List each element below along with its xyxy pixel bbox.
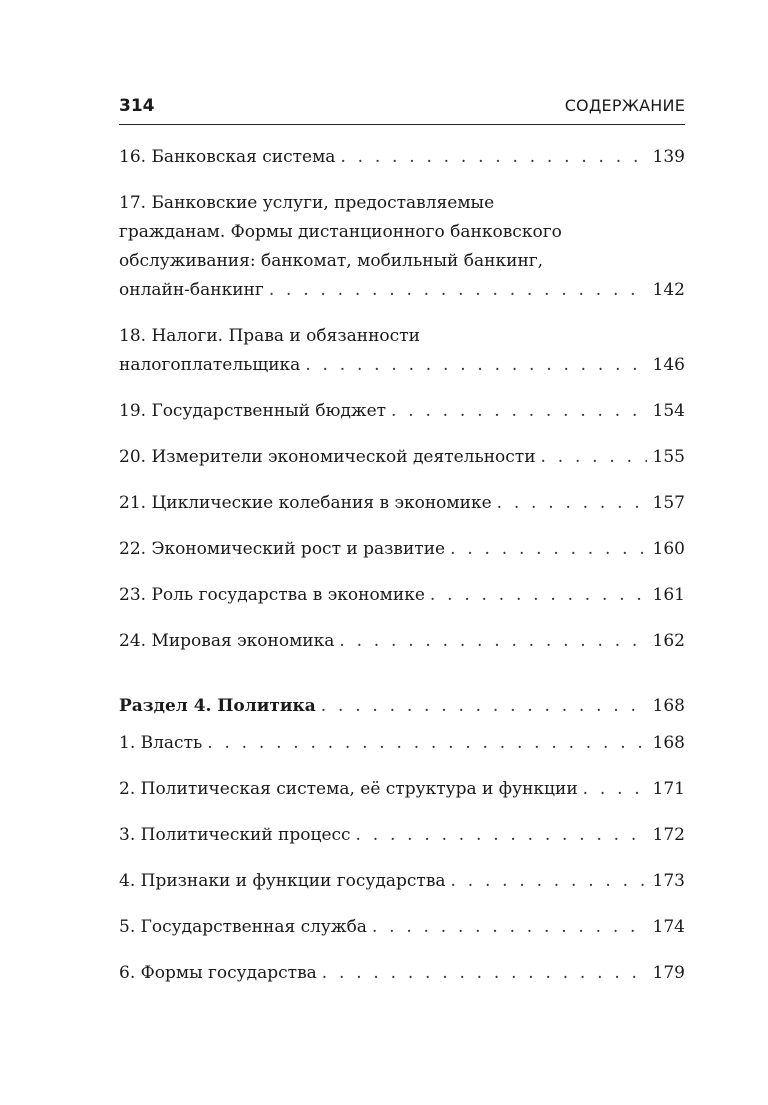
toc-entry-title-line: обслуживания: банкомат, мобильный банкинг, [119, 251, 544, 271]
dot-leader [207, 729, 646, 758]
toc-page-number: 142 [652, 280, 685, 300]
toc-entry[interactable] [119, 959, 685, 988]
toc-entry-title: 19. Государственный бюджет [119, 401, 387, 421]
toc-section-heading[interactable] [119, 692, 685, 721]
toc-page-number: 168 [652, 696, 685, 716]
dot-leader [356, 821, 647, 850]
toc-entry[interactable] [119, 913, 685, 942]
toc-entry[interactable] [119, 322, 685, 380]
toc-page-number: 157 [652, 493, 685, 513]
toc-entry-title: 16. Банковская система [119, 147, 336, 167]
toc-entry[interactable] [119, 581, 685, 610]
toc-entry[interactable] [119, 775, 685, 804]
toc-entry-title: 2. Политическая система, её структура и функции [119, 779, 578, 799]
toc-entry[interactable] [119, 397, 685, 426]
toc-entry-title: 4. Признаки и функции государства [119, 871, 446, 891]
dot-leader [450, 535, 646, 564]
toc-entry-title-line: 18. Налоги. Права и обязанности [119, 326, 420, 346]
toc-entry-title: 1. Власть [119, 733, 203, 753]
toc-page-number: 179 [652, 963, 685, 983]
dot-leader [322, 959, 647, 988]
toc-entry-title: 5. Государственная служба [119, 917, 367, 937]
toc-entry-title: 24. Мировая экономика [119, 631, 335, 651]
dot-leader [497, 489, 647, 518]
dot-leader [391, 397, 647, 426]
toc-entry-title: 20. Измерители экономической деятельности [119, 447, 536, 467]
toc-page-number: 171 [652, 779, 685, 799]
dot-leader [305, 351, 646, 380]
dot-leader [541, 443, 647, 472]
toc-entry-title: 6. Формы государства [119, 963, 317, 983]
toc-page-number: 161 [652, 585, 685, 605]
dot-leader [451, 867, 647, 896]
toc-page-number: 168 [652, 733, 685, 753]
toc-entry[interactable] [119, 143, 685, 172]
dot-leader [339, 627, 646, 656]
toc-entry-title: 3. Политический процесс [119, 825, 351, 845]
toc-entry-title: 23. Роль государства в экономике [119, 585, 425, 605]
running-title: СОДЕРЖАНИЕ [564, 96, 685, 115]
toc-entry-title: налогоплательщика [119, 355, 301, 375]
toc-page-number: 139 [652, 147, 685, 167]
toc-page-number: 154 [652, 401, 685, 421]
dot-leader [583, 775, 647, 804]
toc-entry[interactable] [119, 627, 685, 656]
toc-page-number: 162 [652, 631, 685, 651]
toc-entry-title-line: 17. Банковские услуги, предоставляемые [119, 193, 495, 213]
toc-section-title: Раздел 4. Политика [119, 696, 316, 716]
toc-page-number: 173 [652, 871, 685, 891]
toc-entry[interactable] [119, 729, 685, 758]
toc-entry-title: 21. Циклические колебания в экономике [119, 493, 492, 513]
toc-page-number: 146 [652, 355, 685, 375]
dot-leader [269, 276, 647, 305]
toc-entry[interactable] [119, 489, 685, 518]
toc-entry[interactable] [119, 443, 685, 472]
toc-entry[interactable] [119, 189, 685, 305]
dot-leader [321, 692, 647, 721]
toc-entry[interactable] [119, 535, 685, 564]
toc-page-number: 174 [652, 917, 685, 937]
dot-leader [430, 581, 647, 610]
dot-leader [372, 913, 647, 942]
toc-page-number: 172 [652, 825, 685, 845]
toc-entry-title-line: гражданам. Формы дистанционного банковского [119, 222, 562, 242]
dot-leader [340, 143, 646, 172]
toc-page-number: 155 [652, 447, 685, 467]
toc-entry-title: 22. Экономический рост и развитие [119, 539, 446, 559]
page-header [119, 94, 685, 125]
toc-entry[interactable] [119, 867, 685, 896]
toc-page-number: 160 [652, 539, 685, 559]
toc-entry-title: онлайн-банкинг [119, 280, 264, 300]
table-of-contents [119, 143, 685, 1005]
page-number: 314 [119, 96, 155, 116]
toc-entry[interactable] [119, 821, 685, 850]
